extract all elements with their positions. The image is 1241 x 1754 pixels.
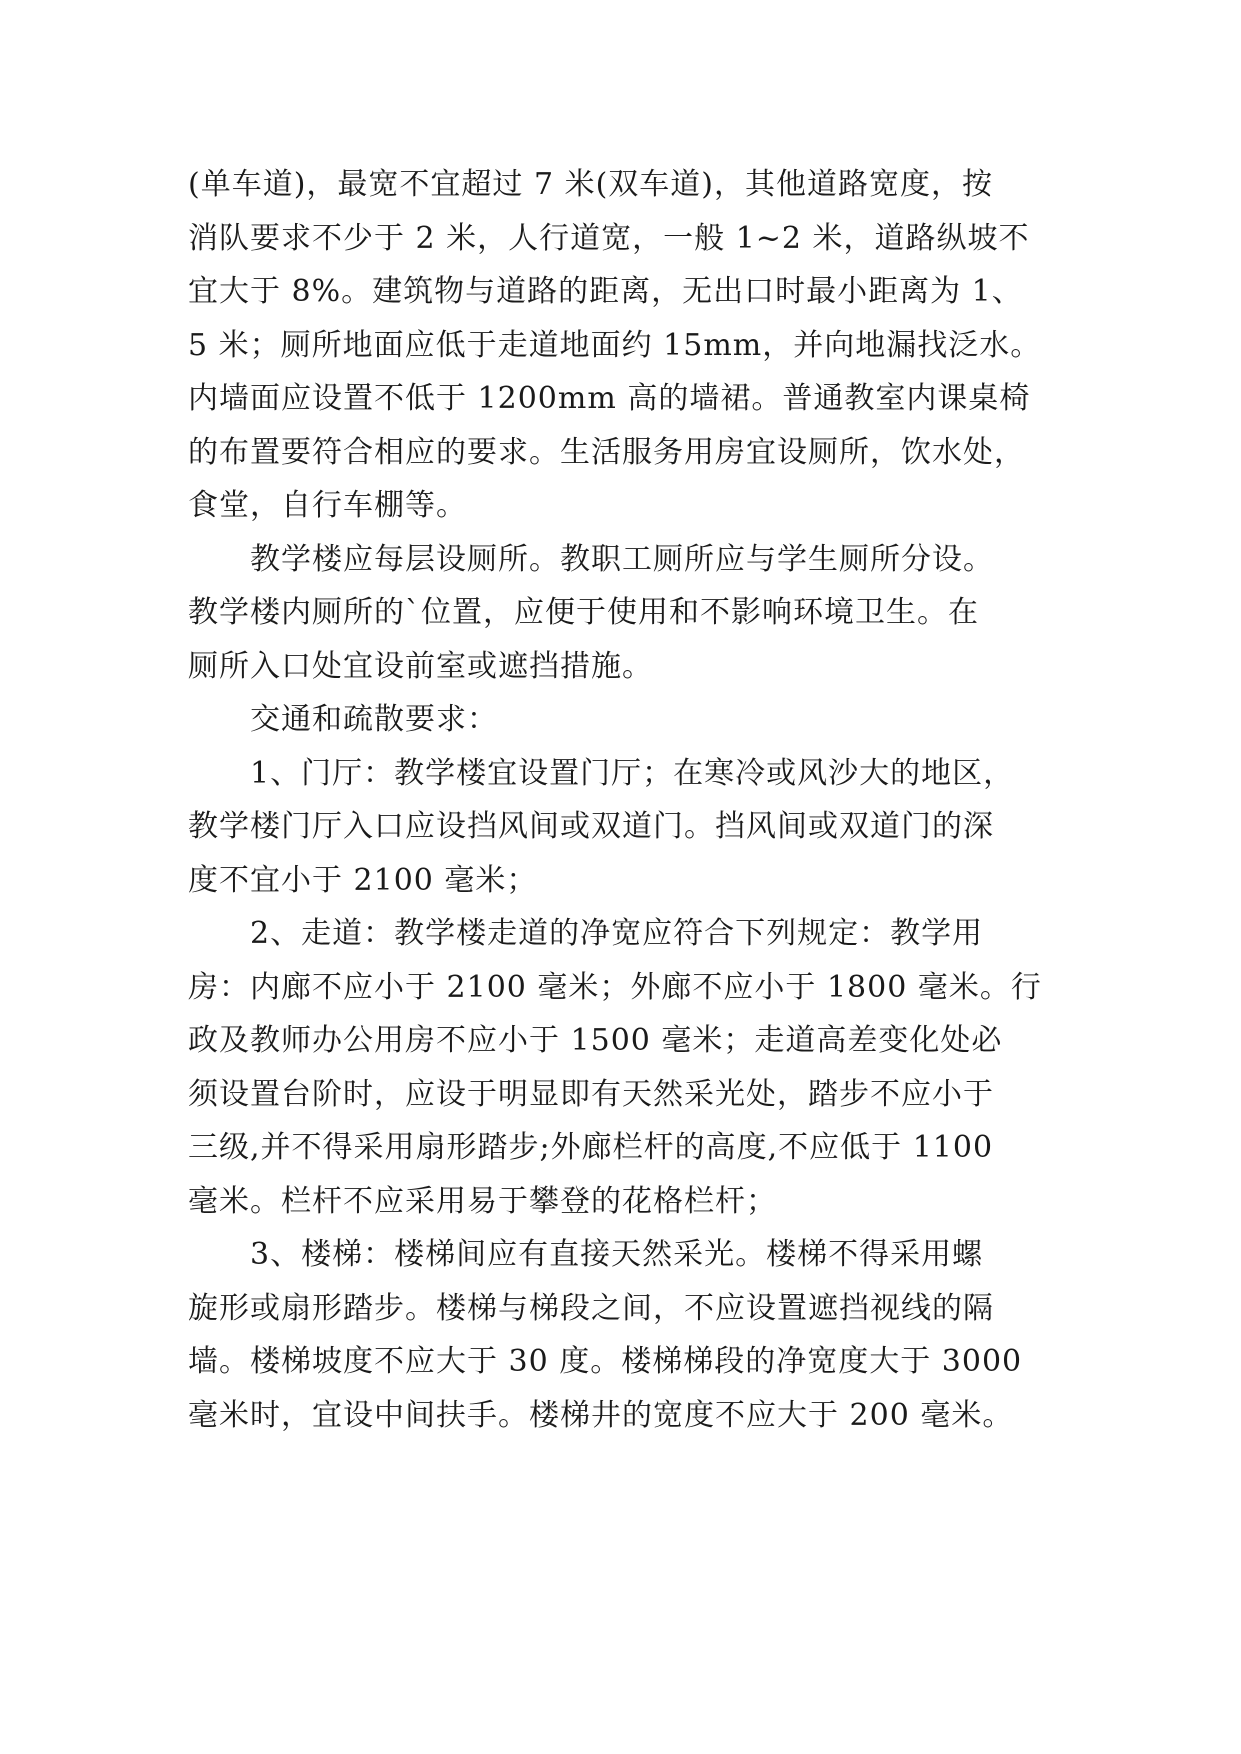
text-line: 墙。楼梯坡度不应大于 30 度。楼梯梯段的净宽度大于 3000: [188, 1344, 1023, 1379]
document-body: [188, 158, 1068, 1442]
text-line: 须设置台阶时，应设于明显即有天然采光处，踏步不应小于: [188, 1076, 994, 1112]
text-line: 房：内廊不应小于 2100 毫米；外廊不应小于 1800 毫米。行: [188, 969, 1042, 1005]
text-line: 三级,并不得采用扇形踏步;外廊栏杆的高度,不应低于 1100: [188, 1130, 994, 1165]
paragraph-first-line: 3、楼梯：楼梯间应有直接天然采光。楼梯不得采用螺: [250, 1237, 984, 1272]
text-line: 毫米时，宜设中间扶手。楼梯井的宽度不应大于 200 毫米。: [188, 1397, 1014, 1433]
text-line: 度不宜小于 2100 毫米；: [188, 862, 538, 898]
paragraph-first-line: 1、门厅：教学楼宜设置门厅；在寒冷或风沙大的地区，: [250, 755, 1015, 791]
text-line: 5 米；厕所地面应低于走道地面约 15mm，并向地漏找泛水。: [188, 327, 1042, 363]
paragraph-first-line: 教学楼应每层设厕所。教职工厕所应与学生厕所分设。: [250, 541, 994, 577]
text-line: 内墙面应设置不低于 1200mm 高的墙裙。普通教室内课桌椅: [188, 381, 1031, 416]
text-line: (单车道)，最宽不宜超过 7 米(双车道)，其他道路宽度，按: [188, 167, 993, 202]
paragraph-first-line: 2、走道：教学楼走道的净宽应符合下列规定：教学用: [250, 916, 984, 951]
text-line: 旋形或扇形踏步。楼梯与梯段之间，不应设置遮挡视线的隔: [188, 1290, 994, 1326]
text-line: 宜大于 8%。建筑物与道路的距离，无出口时最小距离为 1、: [188, 274, 1023, 309]
text-line: 教学楼门厅入口应设挡风间或双道门。挡风间或双道门的深: [188, 809, 994, 844]
text-line: 的布置要符合相应的要求。生活服务用房宜设厕所，饮水处，: [188, 434, 1025, 470]
text-line: 食堂，自行车棚等。: [188, 488, 467, 523]
text-line: 教学楼内厕所的`位置，应便于使用和不影响环境卫生。在: [188, 595, 979, 630]
section-heading: 交通和疏散要求：: [250, 702, 498, 737]
text-line: 政及教师办公用房不应小于 1500 毫米；走道高差变化处必: [188, 1023, 1003, 1058]
text-line: 毫米。栏杆不应采用易于攀登的花格栏杆；: [188, 1183, 777, 1219]
text-line: 消队要求不少于 2 米，人行道宽，一般 1~2 米，道路纵坡不: [188, 220, 1030, 256]
text-line: 厕所入口处宜设前室或遮挡措施。: [188, 648, 653, 684]
